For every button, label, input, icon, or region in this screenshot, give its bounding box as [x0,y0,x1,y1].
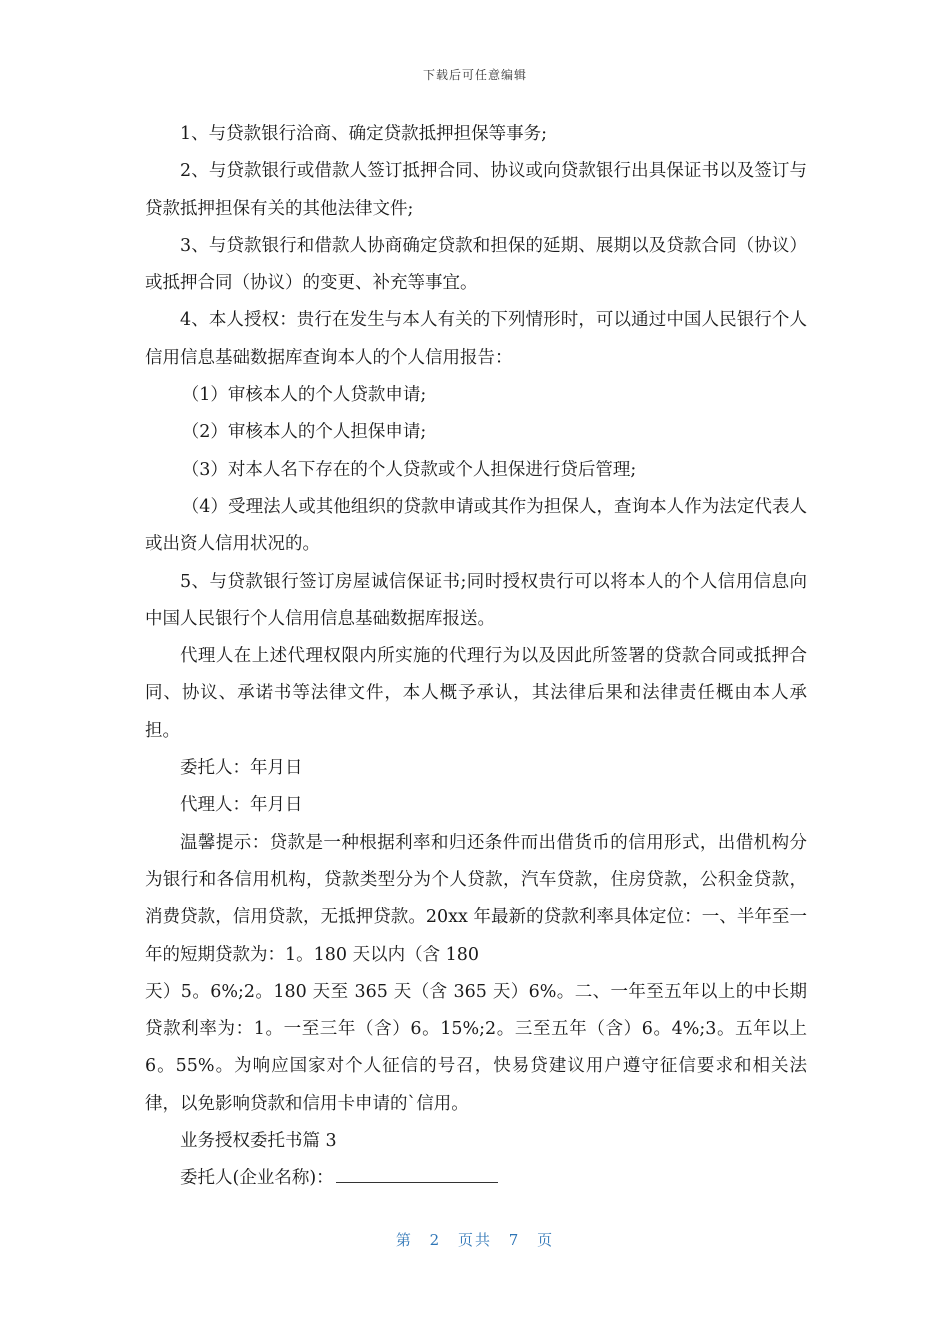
paragraph-item-5: 5、与贷款银行签订房屋诚信保证书;同时授权贵行可以将本人的个人信用信息向中国人民银行个人信用信息基础数据库报送。 [145,571,807,629]
principal-company-label: 委托人(企业名称)： [180,1168,334,1189]
page-label-prefix: 第 [395,1231,413,1249]
paragraph-sub-item-3: （3）对本人名下存在的个人贷款或个人担保进行贷后管理; [181,459,637,480]
company-name-blank[interactable] [336,1166,498,1183]
paragraph-item-4: 4、本人授权：贵行在发生与本人有关的下列情形时，可以通过中国人民银行个人信用信息基础数据库查询本人的个人信用报告： [145,310,807,368]
page-total: 7 [508,1231,521,1249]
page-header: 下载后可任意编辑 [422,68,527,82]
paragraph-sub-item-1: （1）审核本人的个人贷款申请; [181,385,427,406]
principal-signature-line: 委托人：年月日 [180,758,303,779]
paragraph-sub-item-4: （4）受理法人或其他组织的贷款申请或其作为担保人，查询本人作为法定代表人或出资人信用状况的。 [145,496,807,555]
paragraph-acknowledgement: 代理人在上述代理权限内所实施的代理行为以及因此所签署的贷款合同或抵押合同、协议、承诺书等法律文件，本人概予承认，其法律后果和法律责任概由本人承担。 [145,646,807,741]
page-current: 2 [429,1231,442,1249]
tip-paragraph: 温馨提示：贷款是一种根据利率和归还条件而出借货币的信用形式，出借机构分为银行和各信用机构，贷款类型分为个人贷款，汽车贷款，住房贷款，公积金贷款，消费贷款，信用贷款，无抵押贷款。20xx 年最新的贷款利率具体定位：一、半年至一年的短期贷款为：1。180 天以内（含 180 [145,832,807,965]
page-footer [0,1229,950,1250]
paragraph-item-3: 3、与贷款银行和借款人协商确定贷款和担保的延期、展期以及贷款合同（协议）或抵押合同（协议）的变更、补充等事宜。 [145,235,807,294]
section-title: 业务授权委托书篇 3 [180,1131,337,1152]
document-body [145,116,807,1198]
principal-company-line [145,1160,807,1197]
page-label-mid: 页共 [457,1231,492,1249]
paragraph-item-2: 2、与贷款银行或借款人签订抵押合同、协议或向贷款银行出具保证书以及签订与贷款抵押担保有关的其他法律文件; [145,161,807,219]
paragraph-sub-item-2: （2）审核本人的个人担保申请; [181,422,427,443]
tip-paragraph-continued: 天）5。6%;2。180 天至 365 天（含 365 天）6%。二、一年至五年以上的中长期贷款利率为：1。一至三年（含）6。15%;2。三至五年（含）6。4%;3。五年以上 6。55%。为响应国家对个人征信的号召，快易贷建议用户遵守征信要求和相关法律，以免影响贷款和信用卡申请的`信用。 [145,981,807,1114]
agent-signature-line: 代理人：年月日 [180,795,303,816]
paragraph-item-1: 1、与贷款银行洽商、确定贷款抵押担保等事务; [180,124,548,144]
page-label-suffix: 页 [537,1231,555,1249]
